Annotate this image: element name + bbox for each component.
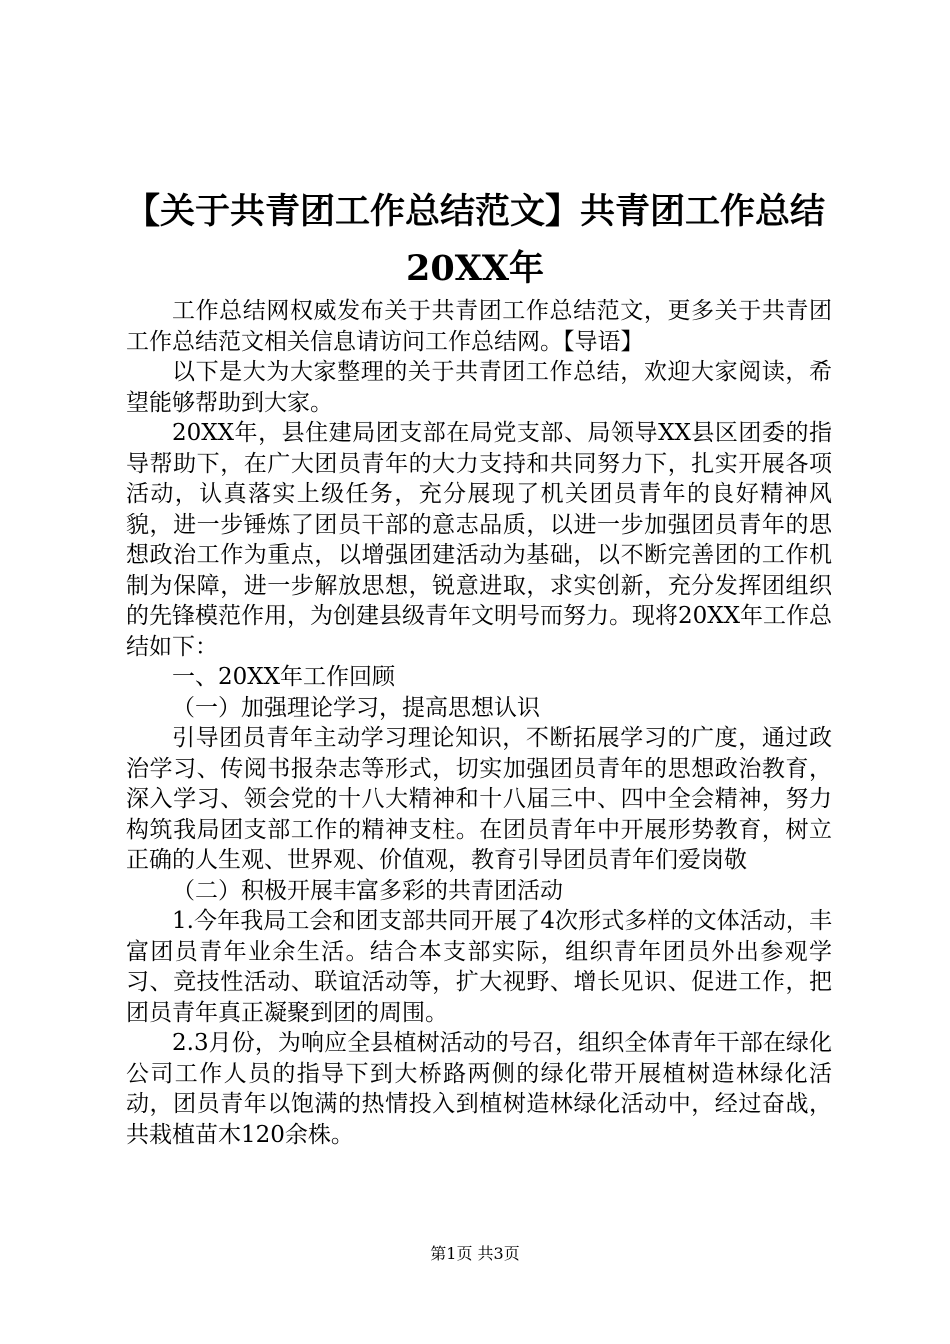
paragraph-theory-study: 引导团员青年主动学习理论知识，不断拓展学习的广度，通过政治学习、传阅书报杂志等形式，切实加强团员青年的思想政治教育，深入学习、领会党的十八大精神和十八届三中、四中全会精神，努力构筑我局团支部工作的精神支柱。在团员青年中开展形势教育，树立正确的人生观、世界观、价值观，教育引导团员青年们爱岗敬 [126,725,832,873]
subsection-heading-2: （二）积极开展丰富多彩的共青团活动 [172,877,563,904]
document-title-line2: 20XX年 [405,248,545,289]
section-heading: 一、20XX年工作回顾 [172,664,396,690]
page-total: 共3页 [477,1244,520,1263]
paragraph-intro: 工作总结网权威发布关于共青团工作总结范文，更多关于共青团工作总结范文相关信息请访问工作总结网。【导语】 [126,298,832,355]
document-body [126,296,832,1150]
paragraph-tree-planting: 2.3月份，为响应全县植树活动的号召，组织全体青年干部在绿化公司工作人员的指导下到大桥路两侧的绿化带开展植树造林绿化活动，团员青年以饱满的热情投入到植树造林绿化活动中，经过奋战，共栽植苗木120余株。 [126,1030,832,1148]
paragraph-activities: 1.今年我局工会和团支部共同开展了4次形式多样的文体活动，丰富团员青年业余生活。结合本支部实际，组织青年团员外出参观学习、竞技性活动、联谊活动等，扩大视野、增长见识、促进工作，把团员青年真正凝聚到团的周围。 [126,908,832,1026]
document-title-line1: 【关于共青团工作总结范文】共青团工作总结 [124,191,825,232]
paragraph-lead: 以下是大为大家整理的关于共青团工作总结，欢迎大家阅读，希望能够帮助到大家。 [126,359,832,416]
page-number: 第1页 [430,1244,473,1263]
subsection-heading-1: （一）加强理论学习，提高思想认识 [172,694,540,721]
page-footer [0,1244,950,1264]
paragraph-overview: 20XX年，县住建局团支部在局党支部、局领导XX县区团委的指导帮助下，在广大团员青年的大力支持和共同努力下，扎实开展各项活动，认真落实上级任务，充分展现了机关团员青年的良好精神风貌，进一步锤炼了团员干部的意志品质，以进一步加强团员青年的思想政治工作为重点，以增强团建活动为基础，以不断完善团的工作机制为保障，进一步解放思想，锐意进取，求实创新，充分发挥团组织的先锋模范作用，为创建县级青年文明号而努力。现将20XX年工作总结如下： [126,420,833,660]
